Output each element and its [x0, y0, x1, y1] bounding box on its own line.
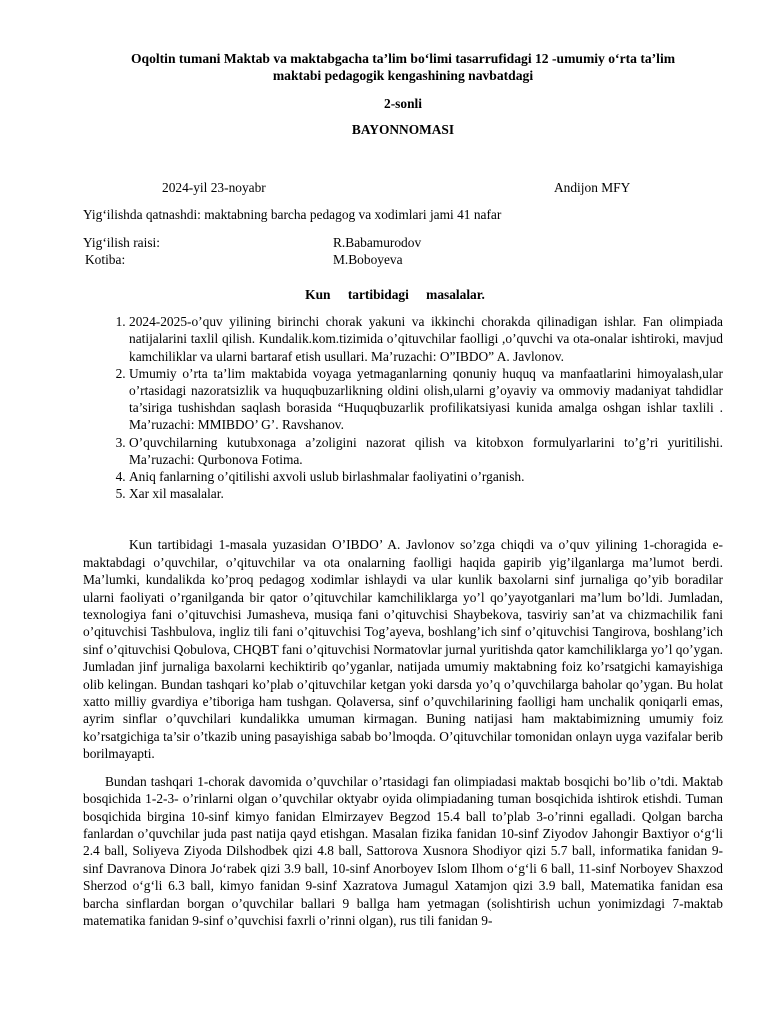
agenda-item: 1. 2024-2025-o’quv yilining birinchi chorak yakuni va ikkinchi chorakda qilinadigan ishlar. Fan olimpiada natijalarini taxlil qilish. Kundalik.kom.tizimida o’qituvchilar faolligi ,o’quvchi va ota-onalar ishtiroki, mavjud kamchiliklar va ularni bartaraf etish usullari. Ma’ruzachi: O”IBDO” A. Javlonov.	[129, 313, 723, 365]
chair-label: Yig‘ilish raisi:	[83, 234, 160, 250]
agenda-item: 5. Xar xil masalalar.	[129, 485, 723, 502]
agenda-item: 4. Aniq fanlarning o’qitilishi axvoli uslub birlashmalar faoliyatini o’rganish.	[129, 468, 723, 485]
body-paragraph-1: Kun tartibidagi 1-masala yuzasidan O’IBDO’ A. Javlonov so’zga chiqdi va o’quv yilining 1-choragida e-maktabdagi o’quvchilar, o’qituvchilar va ota onalarning faolligi haqida gapirib yig’ilganlarga ma’lumot berdi. Ma’lumki, kundalikda ko’proq pedagog xodimlar ishlaydi va ular kunlik baxolarni sinf jurnaliga qo’yib boradilar ularni faoliyati o’rganilganda bir qator o’qituvchilar kamchiliklarga yo’l qo’yayotganlari ma’lum bo’ldi. Jumladan, texnologiya fani o’qituvchisi Jumasheva, musiqa fani o’qituvchisi Shaybekova, tasviriy san’at va chizmachilik fani o’qituvchisi Tashbulova, ingliz tili fani o’qituvchisi Tog’ayeva, boshlang’ich sinf o’qituvchisi Tangirova, boshlang’ich sinf o’qituvchisi Qobulova, CHQBT fani o’qituvchisi Normatovlar jurnal yuritishda qator kamchiliklarga yo’l qo’ygan. Jumladan jinf jurnaliga baxolarni kechiktirib qo’yganlar, natijada umumiy maktabning foiz ko’rsatgichi kamayishiga olib kelingan. Bundan tashqari ko’plab o’qituvchilar ketgan yoki darsda yo’q o’quvchilarga baholar qo’ygan. Bu holat xatto milliy gvardiya e’tiboriga ham tushgan. Qolaversa, sinf o’quvchilarining faolligi ham unchalik qoniqarli emas, ayrim sinflar o’quvchilari kundalikka umuman kirmagan. Buning natijasi ham maktabimizning umumiy foiz ko’rsatgichiga ta’sir o’tkazib uning pasayishiga sabab bo’lmoqda. O’qituvchilar tomonidan onlayn uyga vazifalar berib borilmayapti.	[83, 537, 723, 762]
document-title	[83, 50, 723, 84]
title-line-1: Oqoltin tumani Maktab va maktabgacha ta’lim bo‘limi tasarrufidagi 12 -umumiy o‘rta ta’lim	[130, 51, 676, 66]
protocol-number: 2-sonli	[384, 96, 422, 111]
agenda-item: 3. O’quvchilarning kutubxonaga a’zoligini nazorat qilish va kitobxon formulyarlarini to’g’ri yuritilishi. Ma’ruzachi: Qurbonova Fotima.	[129, 434, 723, 468]
chair-name: R.Babamurodov	[333, 234, 422, 250]
agenda-list	[83, 313, 723, 502]
meeting-date: 2024-yil 23-noyabr	[162, 179, 266, 195]
agenda-item: 2. Umumiy o’rta ta’lim maktabida voyaga yetmaganlarning qonuniy huquq va manfaatlarini himoyalash,ular o’rtasidagi nazoratsizlik va huquqbuzarlikning oldini olish,ularni g’oyaviy va ommoviy madaniyat tahdidlar ta’siriga tushishdan saqlash borasida “Huquqbuzarlik profilikatsiyasi kunida amalga oshgan ishlar taxlili . Ma’ruzachi: MMIBDO’ G’. Ravshanov.	[129, 365, 723, 434]
meeting-place: Andijon MFY	[554, 179, 631, 195]
document-type: BAYONNOMASI	[351, 122, 455, 138]
agenda-heading: Kun tartibidagi masalalar.	[305, 286, 485, 302]
secretary-name: M.Boboyeva	[333, 251, 403, 267]
document-page	[83, 50, 723, 929]
attendance-line: Yig‘ilishda qatnashdi: maktabning barcha pedagog va xodimlari jami 41 nafar	[83, 206, 502, 222]
chair-row	[83, 234, 723, 251]
secretary-row	[83, 251, 723, 268]
body-paragraph-2: Bundan tashqari 1-chorak davomida o’quvchilar o’rtasidagi fan olimpiadasi maktab bosqichi bo’lib o’tdi. Maktab bosqichida 1-2-3- o’rinlarni olgan o’quvchilar oktyabr oyida olimpiadaning tuman bosqichida ishtirok etishdi. Tuman bosqichida birgina 10-sinf kimyo fanidan Elmirzayev Begzod 15.4 ball to’plab 3-o’rinni egalladi. Qolgan barcha fanlardan o’quvchilar juda past natija qayd etishgan. Masalan fizika fanidan 10-sinf Ziyodov Jahongir Baxtiyor o‘g‘li 2.4 ball, Soliyeva Ziyoda Dilshodbek qizi 4.8 ball, Sattorova Xusnora Shodiyor qizi 5.7 ball, informatika fanidan 9-sinf Davranova Dinora Jo‘rabek qizi 3.9 ball, 10-sinf Anorboyev Islom Ilhom o‘g‘li 6 ball, 11-sinf Norboyev Shaxzod Sherzod o‘g‘li 6.3 ball, kimyo fanidan 9-sinf Xazratova Jumagul Xatamjon qizi 3.9 ball, Matematika fanidan esa barcha sinflardan borgan o’quvchilar ballari 9 ballga ham yetmagan (solishtirish uchun yonimizdagi 7-maktab matematika fanidan 9-sinf o’quvchisi faxrli o’rinni olgan), rus tili fanidan 9-	[83, 773, 723, 928]
date-place-row	[83, 179, 723, 197]
title-line-2: maktabi pedagogik kengashining navbatdagi	[272, 68, 534, 83]
secretary-label: Kotiba:	[85, 251, 126, 267]
